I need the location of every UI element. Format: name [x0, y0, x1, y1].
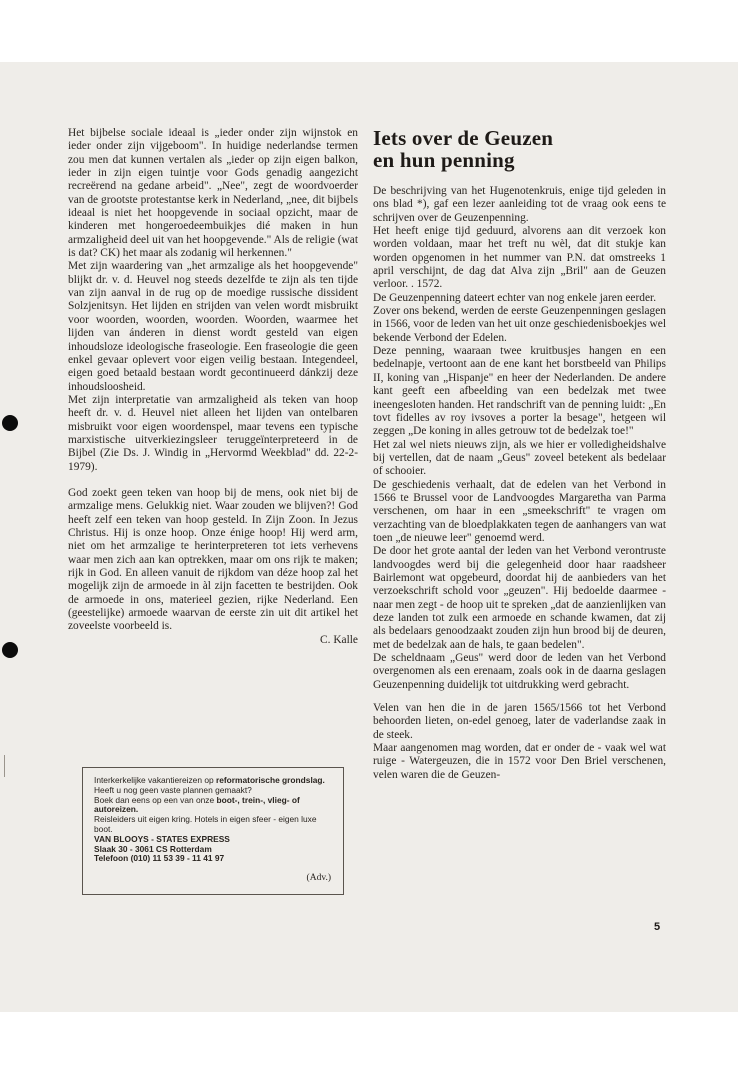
paragraph: Het bijbelse sociale ideaal is „ieder onder zijn wijnstok en ieder onder zijn vijgeboom". In huidige nederlandse termen zou men dat kunnen vertalen als „ieder op zijn eigen balkon, ieder in zijn eigen tuintje voor Gods genadig aangezicht recreërend na gedane arbeid". „Nee", zegt de woordvoerder van de grootste protestantse kerk in Nederland, „nee, dit bijbels ideaal is niet het hoopgevende in sociaal opzicht, maar de kinderen met hongeroedeembuikjes dié maken in hun armzaligheid deel uit van het hoopgevende." Als de religie (wat is dat? CK) het maar als zodanig wil herkennen."	[68, 127, 358, 260]
paragraph: Met zijn waardering van „het armzalige als het hoopgevende" blijkt dr. v. d. Heuvel nog steeds dezelfde te zijn als ten tijde van zijn aanval in de rug op de moedige russische dissident Solzjenitsyn. Het lijden en strijden van velen wordt misbruikt voor woorden, woorden, woorden. Woorden, waarmee het lijden van ánderen in dienst wordt gesteld van eigen inhoudsloze ideologische fraseologie. Een fraseologie die geen enkel gevaar oplevert voor eigen veilig bestaan. Integendeel, eigen goed betaald bestaan wordt gecontinueerd dánkzij deze inhoudsloosheid.	[68, 260, 358, 393]
paragraph: Het zal wel niets nieuws zijn, als we hier er volledigheidshalve bij vertellen, dat de naam „Geus" zoveel betekent als bedelaar of schooier.	[373, 438, 666, 478]
ad-line: Boek dan eens op een van onze boot-, trein-, vlieg- of autoreizen.	[94, 794, 300, 815]
signature: C. Kalle	[320, 633, 358, 646]
paragraph: De door het grote aantal der leden van het Verbond verontruste landvoogdes werd bij die gelegenheid door haar raadsheer Bairlemont wat opgebeurd, doordat hij de aanbieders van het verzoekschrift schold voor „geuzen". Hij bedoelde daarmee - naar men zegt - de hoop uit te spreken „dat de aanzienlijken van deze landen tot zulk een armoede en schande kwamen, dat zij als bedelaars genoodzaakt zouden zijn hun brood bij de deuren, met de bedelzak aan de hals, te gaan bedelen".	[373, 545, 666, 651]
paragraph: De beschrijving van het Hugenotenkruis, enige tijd geleden in ons blad *), gaf een lezer aanleiding tot de vraag ook eens te schrijven over de Geuzenpenning.	[373, 185, 666, 224]
paragraph: Zover ons bekend, werden de eerste Geuzenpenningen geslagen in 1566, voor de leden van het uit onze geschiedenisboekjes wel bekende Verbond der Edelen.	[373, 305, 666, 344]
page-number: 5	[654, 921, 661, 933]
paragraph: Deze penning, waaraan twee kruitbusjes hangen en een bedelnapje, vertoont aan de ene kant het borstbeeld van Philips II, koning van „Hispanje" en heer der Nederlanden. De andere kant geeft een afbeelding van een bedelzak met twee ineengesloten handen. Het randschrift van de penning luidt: „En tovt fidelles av roy ivsoves a porter la besage", hetgeen wil zeggen „De koning in alles getrouw tot de bedelzak toe!"	[373, 345, 666, 438]
margin-mark	[4, 755, 5, 777]
ad-line: Reisleiders uit eigen kring. Hotels in eigen sfeer - eigen luxe boot.	[94, 814, 317, 834]
punch-hole	[2, 642, 18, 658]
advertisement-box	[82, 767, 344, 895]
paragraph: God zoekt geen teken van hoop bij de mens, ook niet bij de armzalige mens. Gelukkig niet. Waar zouden we blijven?! God heeft zelf een teken van hoop gesteld. In Zijn Zoon. In Jezus Christus. Hij is onze hoop. Onze énige hoop! Hij werd arm, niet om het armzalige te herinterpreteren tot iets verhevens waar men zich aan kan optrekken, maar om ons rijk te maken; rijk in God. En alleen vanuit de rijkdom van déze hoop zal het mogelijk zijn de armoede in àl zijn facetten te bestrijden. Ook de armoede in ons, materieel gezien, rijke Nederland. Een (geestelijke) armoede waarvan de eerste zin uit dit artikel het zoveelste voorbeeld is.	[68, 486, 358, 633]
paragraph: Velen van hen die in de jaren 1565/1566 tot het Verbond behoorden lieten, on-edel genoeg, later de vaderlandse zaak in de steek.	[373, 702, 666, 741]
ad-address: Slaak 30 - 3061 CS Rotterdam	[94, 843, 212, 854]
ad-line: Heeft u nog geen vaste plannen gemaakt?	[94, 784, 252, 795]
paragraph: De Geuzenpenning dateert echter van nog enkele jaren eerder.	[373, 291, 657, 304]
ad-phone: Telefoon (010) 11 53 39 - 11 41 97	[94, 853, 225, 864]
paragraph: De geschiedenis verhaalt, dat de edelen van het Verbond in 1566 te Brussel voor de Landvoogdes Margaretha van Parma verschenen, om haar in een „smeekschrift" te vragen om verzachting van de bloedplakkaten tegen de aanhangers van wat toen „de nieuwe leer" genoemd werd.	[373, 478, 666, 544]
right-column	[373, 127, 666, 782]
paragraph: Met zijn interpretatie van armzaligheid als teken van hoop heeft dr. v. d. Heuvel niet alleen het lijden van ontelbaren misbruikt voor eigen woordenspel, maar tevens een typische marxistische uitverkiezingsleer teruggeïnterpreteerd in de Bijbel (Zie Ds. J. Windig in „Hervormd Weekblad" dd. 22-2-1979).	[68, 393, 358, 473]
ad-line: Interkerkelijke vakantiereizen op reformatorische grondslag.	[94, 775, 325, 785]
ad-label: (Adv.)	[306, 873, 331, 884]
left-column	[68, 127, 358, 647]
ad-company: VAN BLOOYS - STATES EXPRESS	[94, 833, 230, 844]
article-title: Iets over de Geuzen en hun penning	[373, 126, 554, 172]
paragraph: Het heeft enige tijd geduurd, alvorens aan dit verzoek kon worden voldaan, maar het treft nu wèl, dat dit stukje kan worden opgenomen in het nummer van P.N. dat omstreeks 1 april verschijnt, de dag dat Alva zijn „Bril" aan de Geuzen verloor. . 1572.	[373, 225, 666, 291]
punch-hole	[2, 415, 18, 431]
paragraph: Maar aangenomen mag worden, dat er onder de - vaak wel wat ruige - Watergeuzen, die in 1572 voor Den Briel verschenen, velen waren die de Geuzen-	[373, 742, 666, 781]
paragraph: De scheldnaam „Geus" werd door de leden van het Verbond overgenomen als een erenaam, zoals ook in de daarna geslagen Geuzenpenning duidelijk tot uitdrukking werd gebracht.	[373, 652, 666, 691]
